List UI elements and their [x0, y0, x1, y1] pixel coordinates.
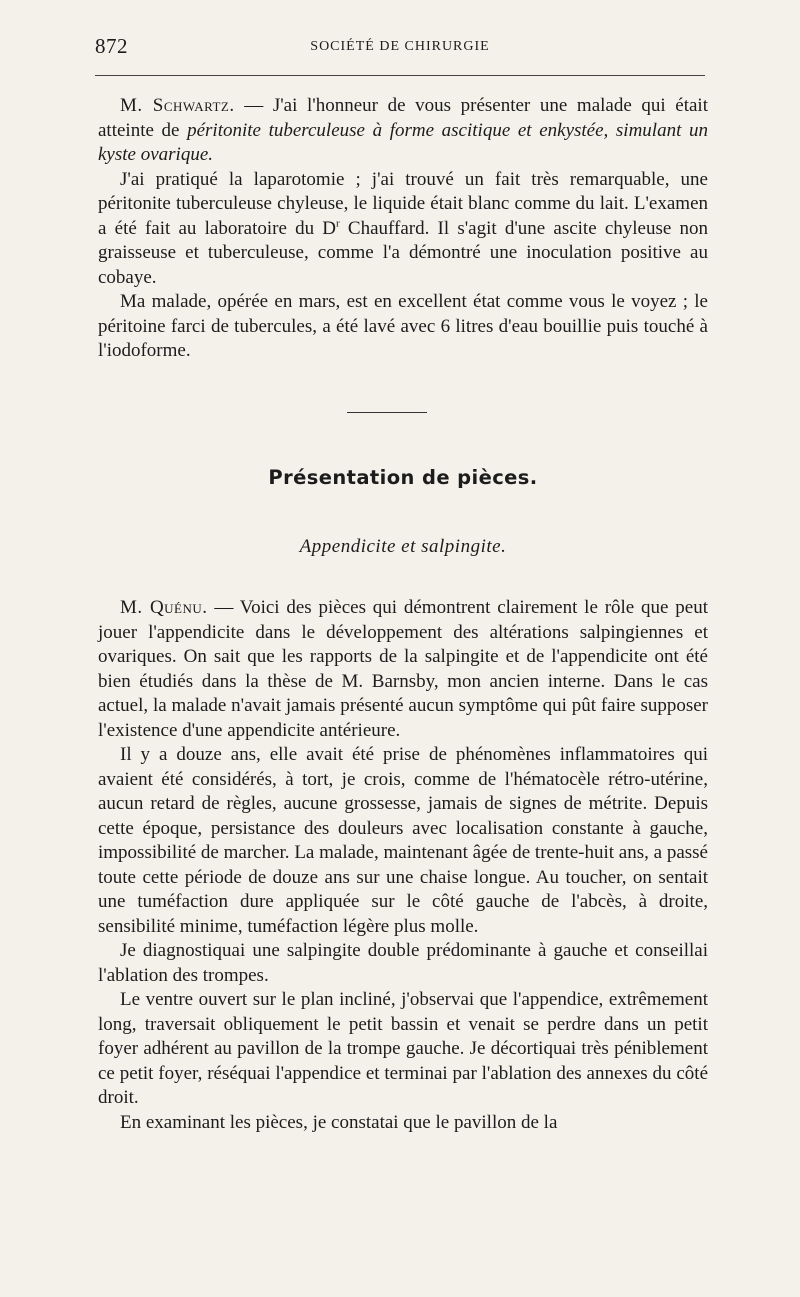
paragraph: Le ventre ouvert sur le plan incliné, j'observai que l'appendice, extrêmement long, traversait obliquement le petit bassin et venait se perdre dans un petit foyer adhérent au pavillon de la trompe gauche. Je décortiquai très péniblement ce petit foyer, réséquai l'appendice et terminai par l'ablation des annexes du côté droit. [98, 989, 708, 1108]
paragraph: En examinant les pièces, je constatai que le pavillon de la [120, 1111, 558, 1133]
subheading: Appendicite et salpingite. [299, 536, 507, 557]
quenu-communication [98, 596, 708, 1135]
page-number: 872 [95, 34, 128, 58]
paragraph: Je diagnostiquai une salpingite double prédominante à gauche et conseillai l'ablation des trompes. [98, 940, 708, 986]
section-divider [347, 412, 427, 413]
speaker-name: M. Schwartz. [120, 95, 235, 116]
superscript: r [336, 217, 340, 230]
speaker-name: M. Quénu. [120, 597, 208, 618]
header-rule [95, 75, 705, 76]
paragraph: J'ai pratiqué la laparotomie ; j'ai trouvé un fait très remarquable, une péritonite tuberculeuse chyleuse, le liquide était blanc comme du lait. L'examen a été fait au laboratoire du $D^r$ Chauffard. Il s'agit d'une ascite chyleuse non graisseuse et tuberculeuse, comme l'a démontré une inoculation positive au cobaye. [98, 168, 709, 288]
section-heading: Présentation de pièces. [268, 466, 538, 489]
paragraph: M. Quénu. — Voici des pièces qui démontrent clairement le rôle que peut jouer l'appendicite dans le développement des altérations salpingiennes et ovariques. On sait que les rapports de la salpingite et de l'appendicite ont été bien étudiés dans la thèse de M. Barnsby, mon ancien interne. Dans le cas actuel, la malade n'avait jamais présenté aucun symptôme qui pût faire supposer l'existence d'une appendicite antérieure. [98, 597, 708, 741]
paragraph: Ma malade, opérée en mars, est en excellent état comme vous le voyez ; le péritoine farci de tubercules, a été lavé avec 6 litres d'eau bouillie puis touché à l'iodoforme. [98, 291, 708, 361]
running-head [95, 30, 705, 66]
diagnosis-italic: péritonite tuberculeuse à forme ascitique et enkystée, simulant un kyste ovarique. [98, 119, 708, 165]
paragraph: M. Schwartz. — J'ai l'honneur de vous présenter une malade qui était atteinte de péritonite tuberculeuse à forme ascitique et enkystée, simulant un kyste ovarique. [98, 95, 708, 165]
schwartz-communication [98, 94, 708, 364]
running-title: SOCIÉTÉ DE CHIRURGIE [310, 39, 490, 54]
paragraph: Il y a douze ans, elle avait été prise de phénomènes inflammatoires qui avaient été considérés, à tort, je crois, comme de l'hématocèle rétro-utérine, aucun retard de règles, aucune grossesse, jamais de signes de métrite. Depuis cette époque, persistance des douleurs avec localisation constante à gauche, impossibilité de marcher. La malade, maintenant âgée de trente-huit ans, a passé toute cette période de douze ans sur une chaise longue. Au toucher, on sentait une tuméfaction dure appliquée sur le côté gauche de l'abcès, à droite, sensibilité minime, tuméfaction légère plus molle. [98, 744, 708, 937]
